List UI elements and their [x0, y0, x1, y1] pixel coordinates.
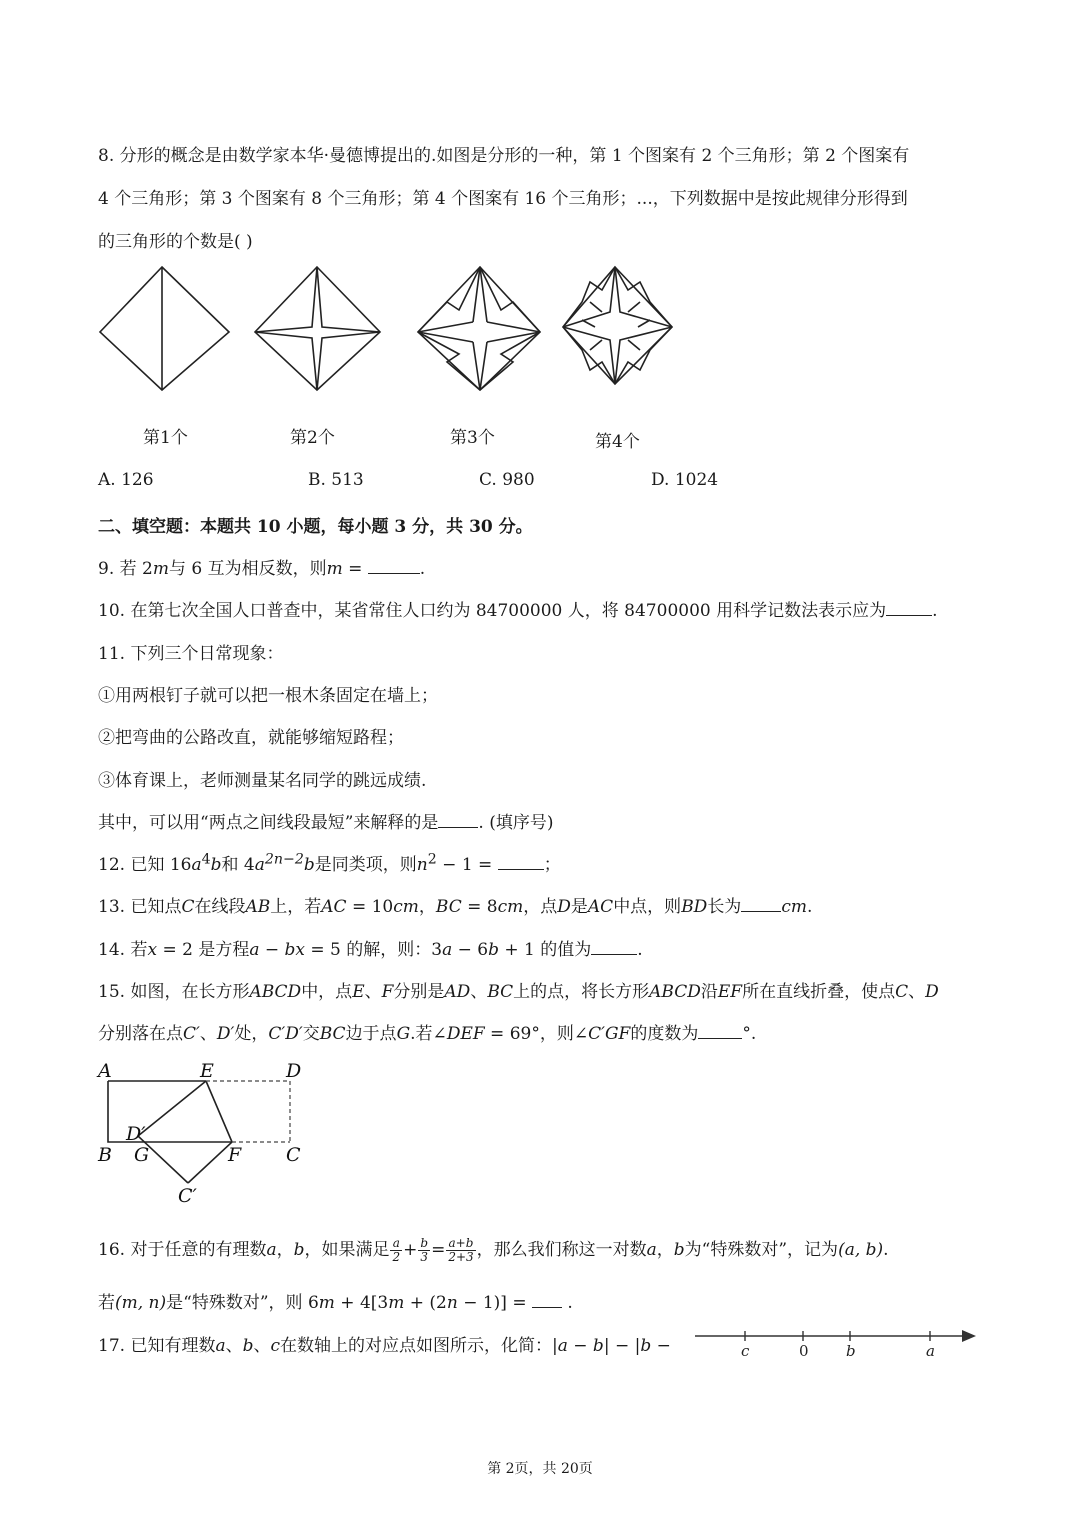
q8-line3: 的三角形的个数是( ) [98, 232, 253, 252]
q14: 14. 若x = 2 是方程a − bx = 5 的解，则：3a − 6b + 1 的值为 . [98, 935, 643, 960]
option-c: C. 980 [479, 470, 535, 490]
figure-caption-4: 第4个 [595, 432, 640, 452]
fraction-a-over-2: $\frac{a}{2}$ [392, 1236, 401, 1264]
answer-blank [741, 894, 781, 912]
fractal-figures [95, 262, 695, 397]
q15-line2: 分别落在点C′、D′处，C′D′交BC边于点G.若∠DEF = 69°，则∠C′GF的度数为 °. [98, 1019, 756, 1044]
answer-blank [498, 852, 544, 870]
q8-line1: 8. 分形的概念是由数学家本华·曼德博提出的.如图是分形的一种，第 1 个图案有 2 个三角形；第 2 个图案有 [98, 146, 910, 166]
q11-item3: ③体育课上，老师测量某名同学的跳远成绩. [98, 771, 427, 791]
q11-ask: 其中，可以用“两点之间线段最短”来解释的是 . (填序号) [98, 808, 553, 833]
fractal-figure-3 [418, 267, 540, 390]
q17: 17. 已知有理数a、b、c在数轴上的对应点如图所示，化简：|a − b| − |b − [98, 1336, 671, 1356]
q11-title: 11. 下列三个日常现象： [98, 644, 284, 664]
fractal-figure-4 [563, 267, 672, 384]
label-d: D [286, 1060, 302, 1082]
rectangle-fold-figure [90, 1058, 330, 1208]
q10: 10. 在第七次全国人口普查中，某省常住人口约为 84700000 人，将 84700000 用科学记数法表示应为 . [98, 596, 938, 621]
q11-item2: ②把弯曲的公路改直，就能够缩短路程； [98, 728, 404, 748]
answer-blank [886, 598, 932, 616]
q16-line1: 16. 对于任意的有理数a，b，如果满足 $\frac{a}{2}$ + $\frac{b}{3}$ = $\frac{a+b}{2+3}$ ，那么我们称这一对数a，b为“特殊数对”，记为(a, b). [98, 1236, 889, 1264]
answer-blank [532, 1290, 562, 1308]
figure-caption-2: 第2个 [290, 428, 335, 448]
q13: 13. 已知点C在线段AB上，若AC = 10cm，BC = 8cm，点D是AC中点，则BD长为 cm. [98, 892, 812, 917]
answer-blank [438, 810, 478, 828]
figure-caption-3: 第3个 [450, 428, 495, 448]
answer-blank [698, 1021, 742, 1039]
fraction-b-over-3: $\frac{b}{3}$ [420, 1236, 429, 1264]
page-footer: 第 2页，共 20页 [487, 1461, 593, 1477]
label-c: C [286, 1144, 301, 1166]
answer-blank [591, 937, 637, 955]
option-b: B. 513 [308, 470, 364, 490]
q11-item1: ①用两根钉子就可以把一根木条固定在墙上； [98, 686, 438, 706]
label-a: A [98, 1060, 112, 1082]
label-g: G [134, 1144, 150, 1166]
axis-label-zero: 0 [799, 1342, 809, 1358]
fractal-figure-1 [100, 267, 229, 390]
option-d: D. 1024 [651, 470, 719, 490]
section-heading: 二、填空题：本题共 10 小题，每小题 3 分，共 30 分。 [98, 517, 533, 537]
axis-label-a: a [926, 1342, 935, 1358]
axis-label-c: c [741, 1342, 750, 1358]
q9: 9. 若 2m与 6 互为相反数，则m = . [98, 554, 425, 579]
figure-caption-1: 第1个 [143, 428, 188, 448]
answer-blank [368, 556, 420, 574]
number-line [690, 1322, 980, 1358]
label-c-prime: C′ [178, 1185, 197, 1207]
q16-line2: 若(m, n)是“特殊数对”，则 6m + 4[3m + (2n − 1)] = . [98, 1288, 573, 1313]
label-b: B [98, 1144, 112, 1166]
q8-line2: 4 个三角形；第 3 个图案有 8 个三角形；第 4 个图案有 16 个三角形；...，下列数据中是按此规律分形得到 [98, 189, 908, 209]
label-e: E [200, 1060, 214, 1082]
q15-line1: 15. 如图，在长方形ABCD中，点E、F分别是AD、BC上的点，将长方形ABCD沿EF所在直线折叠，使点C、D [98, 982, 939, 1002]
label-f: F [228, 1144, 242, 1166]
label-d-prime: D′ [126, 1123, 146, 1145]
axis-label-b: b [846, 1342, 856, 1358]
fraction-sum: $\frac{a+b}{2+3}$ [448, 1236, 474, 1264]
option-a: A. 126 [98, 470, 154, 490]
q12: 12. 已知 $16a^4b$和 $4a^{2n-2}b$是同类项，则$n^2 - 1$ = ； [98, 851, 561, 875]
fractal-figure-2 [255, 267, 380, 390]
